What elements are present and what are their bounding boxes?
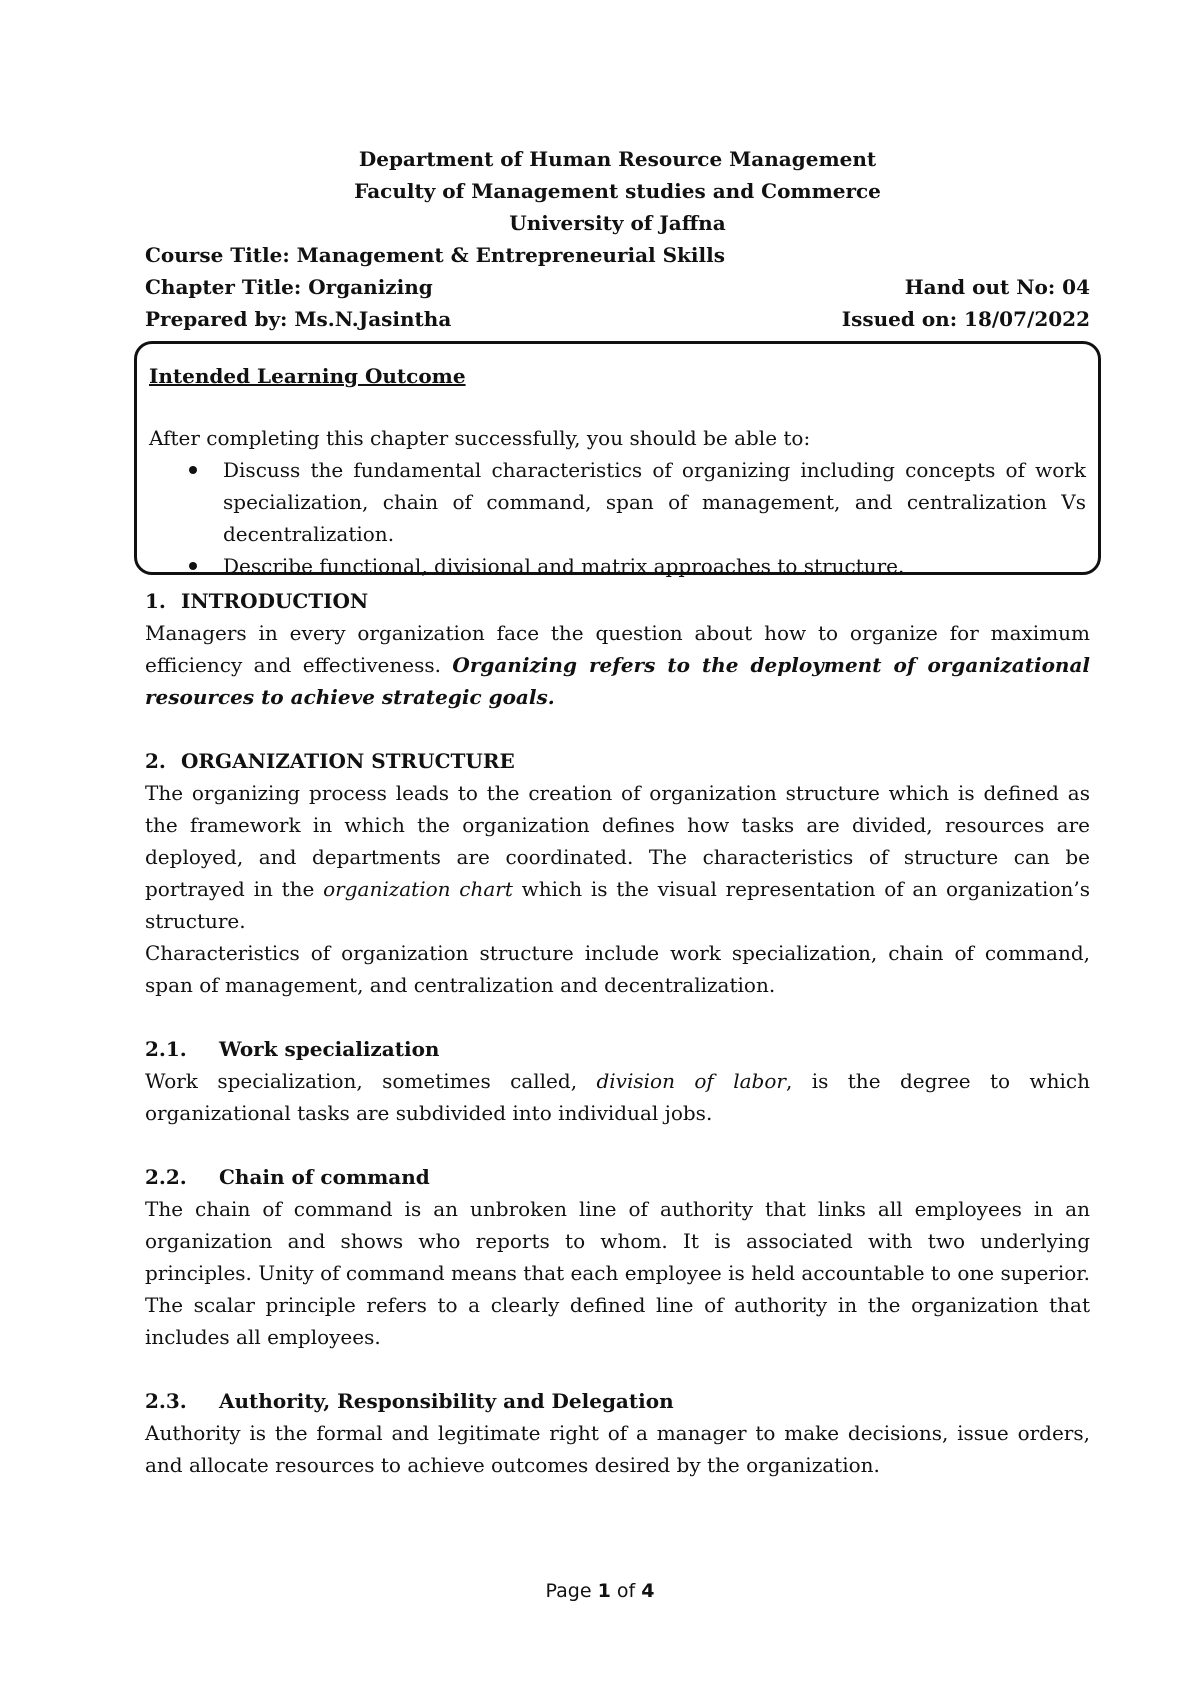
issued-on: Issued on: 18/07/2022 [841, 307, 1090, 331]
paragraph-text: Managers in every organization face the question about how to organize for maximum efficiency and effectiveness. [145, 621, 1090, 677]
section-title: Work specialization [219, 1037, 440, 1061]
bullet-icon [189, 466, 197, 474]
course-title: Course Title: Management & Entrepreneurial Skills [145, 243, 725, 267]
characteristics-paragraph: Characteristics of organization structure include work specialization, chain of command, span of management, and centralization and decentralization. [145, 941, 1090, 997]
chapter-row [145, 271, 1090, 303]
section-heading-work-specialization [145, 1033, 1090, 1065]
paragraph-text: The organizing process leads to the creation of organization structure which is defined as the framework in which the organization defines how tasks are divided, resources are deployed, and departments are coordinated. The characteristics of structure can be portrayed in the [145, 781, 1090, 901]
authority-paragraph: Authority is the formal and legitimate right of a manager to make decisions, issue orders, and allocate resources to achieve outcomes desired by the organization. [145, 1421, 1090, 1477]
learning-outcome-list [149, 454, 1086, 582]
section-title: Chain of command [219, 1165, 430, 1189]
section-heading-organization-structure [145, 745, 1090, 777]
learning-outcome-box [134, 341, 1101, 578]
list-item-text: Discuss the fundamental characteristics of organizing including concepts of work specialization, chain of command, span of management, and centralization Vs decentralization. [223, 458, 1086, 546]
page-content [145, 143, 1090, 1481]
section-heading-authority [145, 1385, 1090, 1417]
of-label: of [616, 1580, 636, 1602]
section-title: ORGANIZATION STRUCTURE [181, 749, 515, 773]
bullet-icon [189, 562, 197, 570]
section-heading-chain-of-command [145, 1161, 1090, 1193]
section-number: 2.3. [145, 1389, 187, 1413]
faculty-line: Faculty of Management studies and Commerce [354, 179, 881, 203]
section-heading-introduction [145, 585, 1090, 617]
organizing-definition: Organizing refers to the deployment of organizational resources to achieve strategic goals. [145, 653, 1091, 709]
prepared-row [145, 303, 1090, 335]
prepared-by: Prepared by: Ms.N.Jasintha [145, 307, 452, 331]
section-number: 2.2. [145, 1165, 187, 1189]
work-specialization-paragraph [145, 1065, 1090, 1129]
section-number: 1. [145, 589, 166, 613]
handout-number: Hand out No: 04 [904, 275, 1090, 299]
course-title-row [145, 239, 1090, 271]
learning-outcome-title: Intended Learning Outcome [149, 364, 466, 388]
section-title: Authority, Responsibility and Delegation [219, 1389, 674, 1413]
organization-chart-term: organization chart [323, 877, 513, 901]
organization-structure-paragraph [145, 777, 1090, 937]
section-title: INTRODUCTION [181, 589, 369, 613]
list-item [149, 454, 1086, 550]
learning-outcome-intro: After completing this chapter successfully, you should be able to: [149, 426, 811, 450]
chain-of-command-paragraph: The chain of command is an unbroken line of authority that links all employees in an organization and shows who reports to whom. It is associated with two underlying principles. Unity of command means that each employee is held accountable to one superior. The scalar principle refers to a clearly defined line of authority in the organization that includes all employees. [145, 1197, 1090, 1349]
department-line: Department of Human Resource Management [358, 147, 877, 171]
list-item [149, 550, 1086, 582]
introduction-paragraph [145, 617, 1090, 713]
section-number: 2.1. [145, 1037, 187, 1061]
division-of-labor-term: division of labor [596, 1069, 786, 1093]
chapter-title: Chapter Title: Organizing [145, 275, 433, 299]
page-footer [0, 1580, 1200, 1602]
paragraph-text: , is the degree to which organizational tasks are subdivided into individual jobs. [145, 1069, 1090, 1125]
paragraph-text: Work specialization, sometimes called, [145, 1069, 597, 1093]
page-label: Page [545, 1580, 592, 1602]
paragraph-text: which is the visual representation of an organization’s structure. [145, 877, 1090, 933]
university-line: University of Jaffna [509, 211, 726, 235]
total-pages: 4 [641, 1580, 655, 1602]
page-number: 1 [597, 1580, 611, 1602]
section-number: 2. [145, 749, 166, 773]
list-item-text: Describe functional, divisional and matrix approaches to structure. [223, 554, 905, 578]
